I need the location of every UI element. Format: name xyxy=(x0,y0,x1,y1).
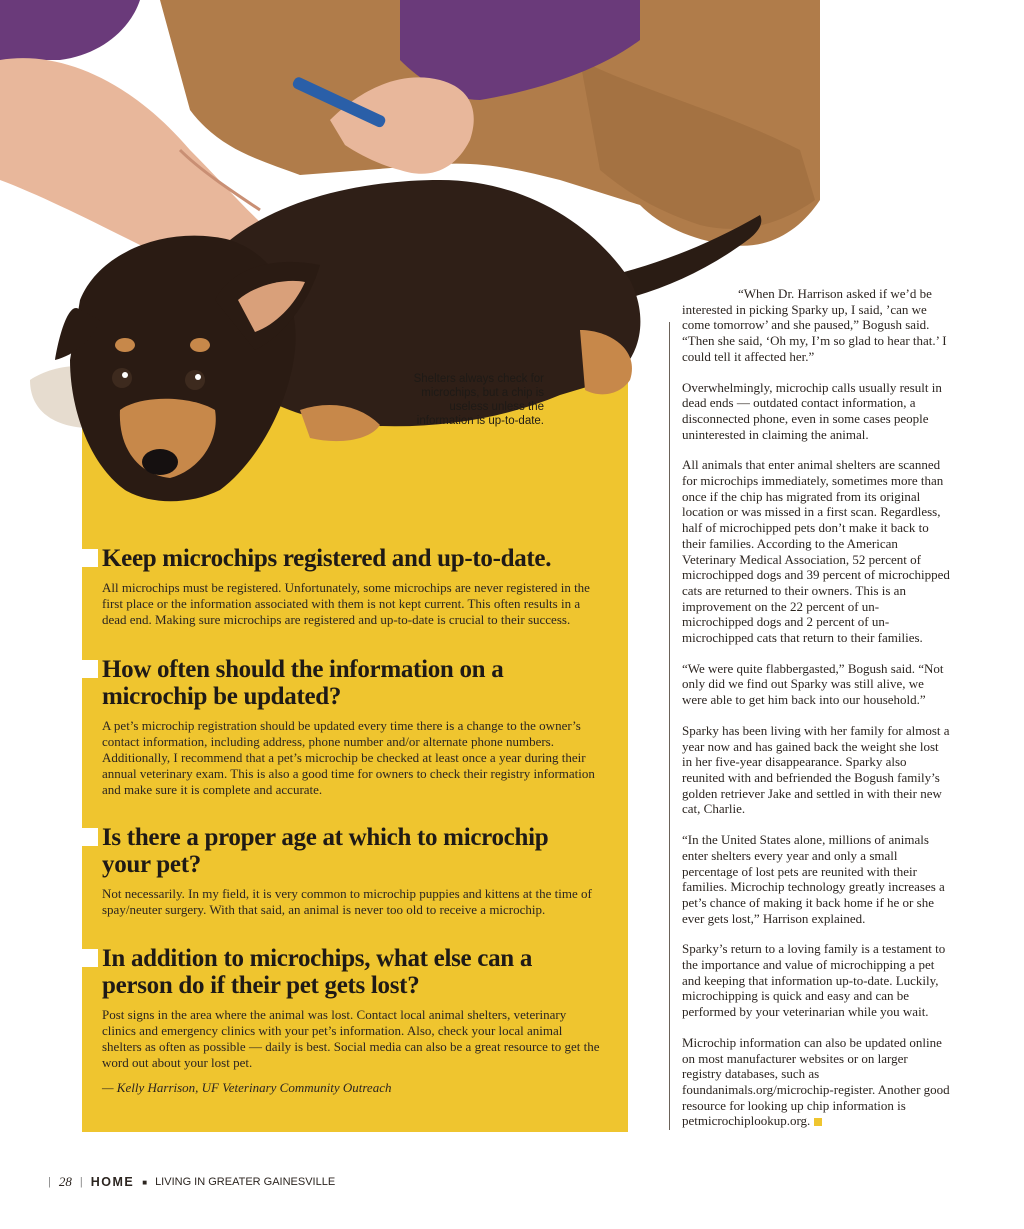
qa-body: All microchips must be registered. Unfortunately, some microchips are never registered in the first place or the information associated with them is not kept current. This often results in a dead end. Making sure microchips are registered and up-to-date is crucial to their success. xyxy=(102,580,590,627)
qa-section-lost-pet xyxy=(82,945,602,1071)
qa-section-update-frequency xyxy=(82,656,602,798)
magazine-tagline: LIVING IN GREATER GAINESVILLE xyxy=(155,1176,336,1188)
qa-body: Not necessarily. In my field, it is very common to microchip puppies and kittens at the time of spay/neuter surgery. With that said, an animal is never too old to receive a microchip. xyxy=(102,886,592,917)
heading-marker xyxy=(82,828,98,846)
qa-section-proper-age xyxy=(82,824,602,918)
qa-heading: Is there a proper age at which to microchip your pet? xyxy=(102,824,549,878)
qa-heading: Keep microchips registered and up-to-date. xyxy=(102,545,552,572)
qa-section-register xyxy=(82,545,602,628)
photo-caption: Shelters always check for microchips, but a chip is useless unless the information is up-to-date. xyxy=(413,373,544,427)
qa-body: Post signs in the area where the animal was lost. Contact local animal shelters, veterinary clinics and emergency clinics with your pet’s information. Also, check your local animal shelters as often as possible — daily is best. Social media can also be a great resource to get the word out about your lost pet. xyxy=(102,1007,600,1070)
page-footer xyxy=(48,1174,335,1190)
heading-marker xyxy=(82,660,98,678)
heading-marker xyxy=(82,949,98,967)
end-of-article-mark xyxy=(814,1118,822,1126)
footer-separator: | xyxy=(79,1176,83,1188)
qa-body: A pet’s microchip registration should be updated every time there is a change to the owner’s contact information, including address, phone number and/or alternate phone numbers. Additionally, I recommend that a pet’s microchip be checked at least once a year during their annual veterinary exam. This is also a good time for owners to check their registry information and make sure it is complete and accurate. xyxy=(102,718,595,797)
article-paragraph-last xyxy=(682,1035,950,1129)
page-number: 28 xyxy=(58,1174,72,1189)
article-paragraph-text: Microchip information can also be updated online on most manufacturer websites or on larger registry databases, such as foundanimals.org/microchip-register. Another good resource for looking up chip information is petmicrochiplookup.org. xyxy=(682,1034,950,1129)
magazine-name: HOME xyxy=(90,1175,135,1189)
column-divider xyxy=(669,322,670,1130)
article-paragraph: Overwhelmingly, microchip calls usually result in dead ends — outdated contact information, a disconnected phone, even in some cases people uninterested in claiming the animal. xyxy=(682,379,942,442)
heading-marker xyxy=(82,549,98,567)
article-paragraph: “When Dr. Harrison asked if we’d be interested in picking Sparky up, I said, ’can we come tomorrow’ and she paused,” Bogush said. “Then she said, ‘Oh my, I’m so glad to hear that.’ I could tell it affected her.” xyxy=(682,286,947,364)
article-paragraph: Sparky’s return to a loving family is a testament to the importance and value of microchipping a pet and keeping that information up-to-date. Luckily, microchipping is quick and easy and can be performed by your veterinarian while you wait. xyxy=(682,941,946,1020)
article-paragraph: “We were quite flabbergasted,” Bogush said. “Not only did we find out Sparky was still alive, we were able to get him back into our household.” xyxy=(682,660,944,708)
footer-separator: | xyxy=(48,1176,51,1188)
article-column xyxy=(682,286,950,1144)
article-paragraph: All animals that enter animal shelters are scanned for microchips immediately, sometimes more than once if the chip has migrated from its original location or was missed in a first scan. Regardless, half of microchipped pets don’t make it back to their families. According to the American Veterinary Medical Association, 52 percent of microchipped dogs and 39 percent of microchipped cats are returned to their owners. This is an improvement on the 22 percent of un-microchipped dogs and 2 percent of un-microchipped cats that return to their families. xyxy=(682,457,950,646)
author-signature: — Kelly Harrison, UF Veterinary Community Outreach xyxy=(102,1080,392,1095)
qa-heading: How often should the information on a microchip be updated? xyxy=(102,656,504,710)
article-paragraph: “In the United States alone, millions of animals enter shelters every year and only a small percentage of lost pets are reunited with their families. Microchip technology greatly increases a pet’s chance of making it back home if he or she ever gets lost,” Harrison explained. xyxy=(682,832,945,926)
qa-heading: In addition to microchips, what else can a person do if their pet gets lost? xyxy=(102,945,533,999)
article-paragraph: Sparky has been living with her family for almost a year now and has gained back the weight she lost in her five-year disappearance. Sparky also reunited with and befriended the Bogush family’s golden retriever Jake and settled in with their new cat, Charlie. xyxy=(682,722,950,817)
footer-dot-icon: ■ xyxy=(142,1177,148,1187)
